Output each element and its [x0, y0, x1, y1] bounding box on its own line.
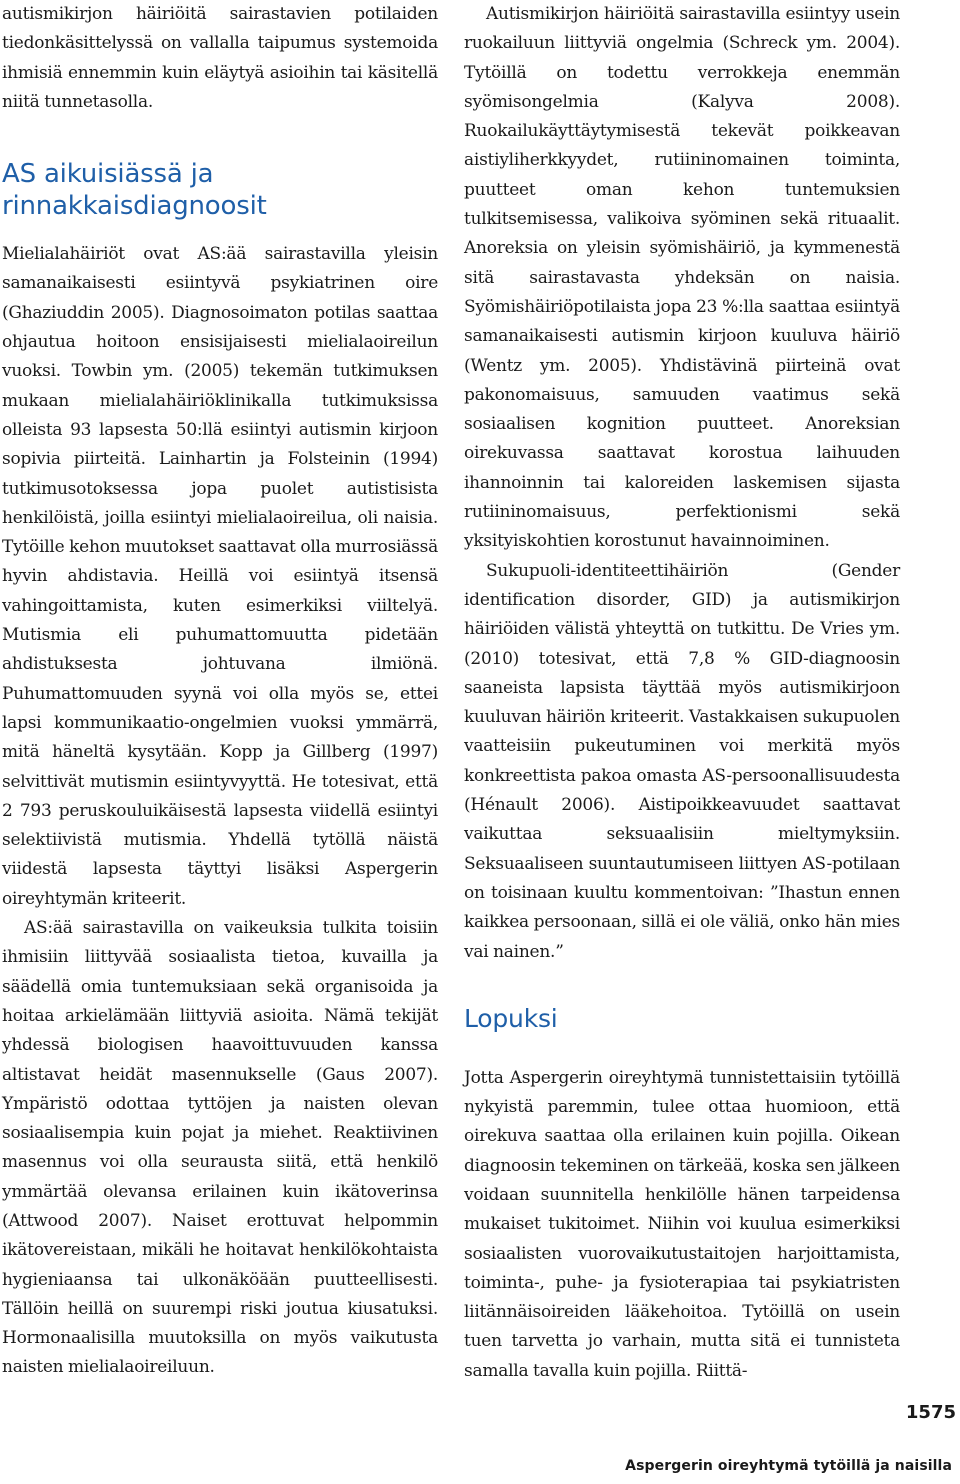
section-heading-conclusion: Lopuksi: [464, 1003, 558, 1033]
right-column: [464, 0, 900, 1386]
page-number: 1575: [905, 1402, 956, 1423]
running-footer: Aspergerin oireyhtymä tytöillä ja naisilla: [625, 1458, 952, 1474]
body-paragraph: AS:ää sairastavilla on vaikeuksia tulkita toisiin ihmisiin liittyvää sosiaalista tietoa, kuvailla ja säädellä omia tuntemuksiaan sekä organisoida ja hoitaa arkielämään liittyviä asioita. Nämä tekijät yhdessä biologisen haavoittuvuuden kanssa altistavat heidät masennukselle (Gaus 2007). Ympäristö odottaa tyttöjen ja naisten olevan sosiaalisempia kuin pojat ja miehet. Reaktiivinen masennus voi olla seurausta siitä, että henkilö ymmärtää olevansa erilainen kuin ikätoverinsa (Attwood 2007). Naiset erottuvat helpommin ikätovereistaan, mikäli he hoitavat henkilökohtaista hygieniaansa tai ulkonäköään puutteellisesti. Tällöin heillä on suurempi riski joutua kiusatuksi. Hormonaalisilla muutoksilla on myös vaikutusta naisten mielialaoireiluun.: [2, 918, 438, 1378]
left-column: [2, 0, 438, 1383]
intro-paragraph: autismikirjon häiriöitä sairastavien potilaiden tiedonkäsittelyssä on vallalla taipumus systemoida ihmisiä ennemmin kuin eläytyä asioihin tai käsitellä niitä tunnetasolla.: [2, 4, 438, 112]
body-paragraph: Mielialahäiriöt ovat AS:ää sairastavilla yleisin samanaikaisesti esiintyvä psykiatrinen oire (Ghaziuddin 2005). Diagnosoimaton potilas saattaa ohjautua hoitoon ensisijaisesti mielialaoireilun vuoksi. Towbin ym. (2005) tekemän tutkimuksen mukaan mielialahäiriöklinikalla tutkimuksissa olleista 93 lapsesta 50:llä esiintyi autismin kirjoon sopivia piirteitä. Lainhartin ja Folsteinin (1994) tutkimusotoksessa jopa puolet autistisista henkilöistä, joilla esiintyi mielialaoireilua, oli naisia. Tytöille kehon muutokset saattavat olla murrosiässä hyvin ahdistavia. Heillä voi esiintyä itsensä vahingoittamista, kuten esimerkiksi viiltelyä. Mutismia eli puhumattomuutta pidetään ahdistuksesta johtuvana ilmiönä. Puhumattomuuden syynä voi olla myös se, ettei lapsi kommunikaatio-ongelmien vuoksi ymmärrä, mitä häneltä kysytään. Kopp ja Gillberg (1997) selvittivät mutismin esiintyvyyttä. He totesivat, että 2 793 peruskouluikäisestä lapsesta viidellä esiintyi selektiivistä mutismia. Yhdellä tytöllä näistä viidestä lapsesta täyttyi lisäksi Aspergerin oireyhtymän kriteerit.: [2, 244, 438, 909]
body-paragraph: Sukupuoli-identiteettihäiriön (Gender identification disorder, GID) ja autismikirjon häiriöiden välistä yhteyttä on tutkittu. De Vries ym. (2010) totesivat, että 7,8 % GID-diagnoosin saaneista lapsista täyttää myös autismikirjoon kuuluvan häiriön kriteerit. Vastakkaisen sukupuolen vaatteisiin pukeutuminen voi merkitä myös konkreettista pakoa omasta AS-persoonallisuudesta (Hénault 2006). Aistipoikkeavuudet saattavat vaikuttaa seksuaalisiin mieltymyksiin. Seksuaaliseen suuntautumiseen liittyen AS-potilaan on toisinaan kuultu kommentoivan: ”Ihastun ennen kaikkea persoonaan, sillä ei ole väliä, onko hän mies vai nainen.”: [464, 560, 900, 962]
body-paragraph: Jotta Aspergerin oireyhtymä tunnistettaisiin tytöillä nykyistä paremmin, tulee ottaa huomioon, että oirekuva saattaa olla erilainen kuin pojilla. Oikean diagnoosin tekeminen on tärkeää, koska sen jälkeen voidaan suunnitella henkilölle hänen tarpeidensa mukaiset tukitoimet. Niihin voi kuulua esimerkiksi sosiaalisten vuorovaikutustaitojen harjoittamista, toiminta-, puhe- ja fysioterapiaa tai psykiatristen liitännäisoireiden lääkehoitoa. Tytöillä on usein tuen tarvetta jo varhain, mutta sitä ei tunnisteta samalla tavalla kuin pojilla. Riittä-: [464, 1067, 900, 1381]
body-paragraph: Autismikirjon häiriöitä sairastavilla esiintyy usein ruokailuun liittyviä ongelmia (Schreck ym. 2004). Tytöillä on todettu verrokkeja enemmän syömisongelmia (Kalyva 2008). Ruokailukäyttäytymisestä tekevät poikkeavan aistiyliherkkyydet, rutiininomainen toiminta, puutteet oman kehon tuntemuksien tulkitsemisessa, valikoiva syöminen sekä rituaalit. Anoreksia on yleisin syömishäiriö, ja kymmenestä sitä sairastavasta yhdeksän on naisia. Syömishäiriöpotilaista jopa 23 %:lla saattaa esiintyä samanaikaisesti autismin kirjoon kuuluva häiriö (Wentz ym. 2005). Yhdistävinä piirteinä ovat pakonomaisuus, samuuden vaatimus sekä sosiaalisen kognition puutteet. Anoreksian oirekuvassa saattavat korostua laihuuden ihannoinnin tai kaloreiden laskemisen sijasta rutiininomaisuus, perfektionismi sekä yksityiskohtien korostunut havainnoiminen.: [464, 4, 900, 552]
section-heading-as-adulthood: AS aikuisiässä ja rinnakkaisdiagnoosit: [2, 159, 267, 222]
